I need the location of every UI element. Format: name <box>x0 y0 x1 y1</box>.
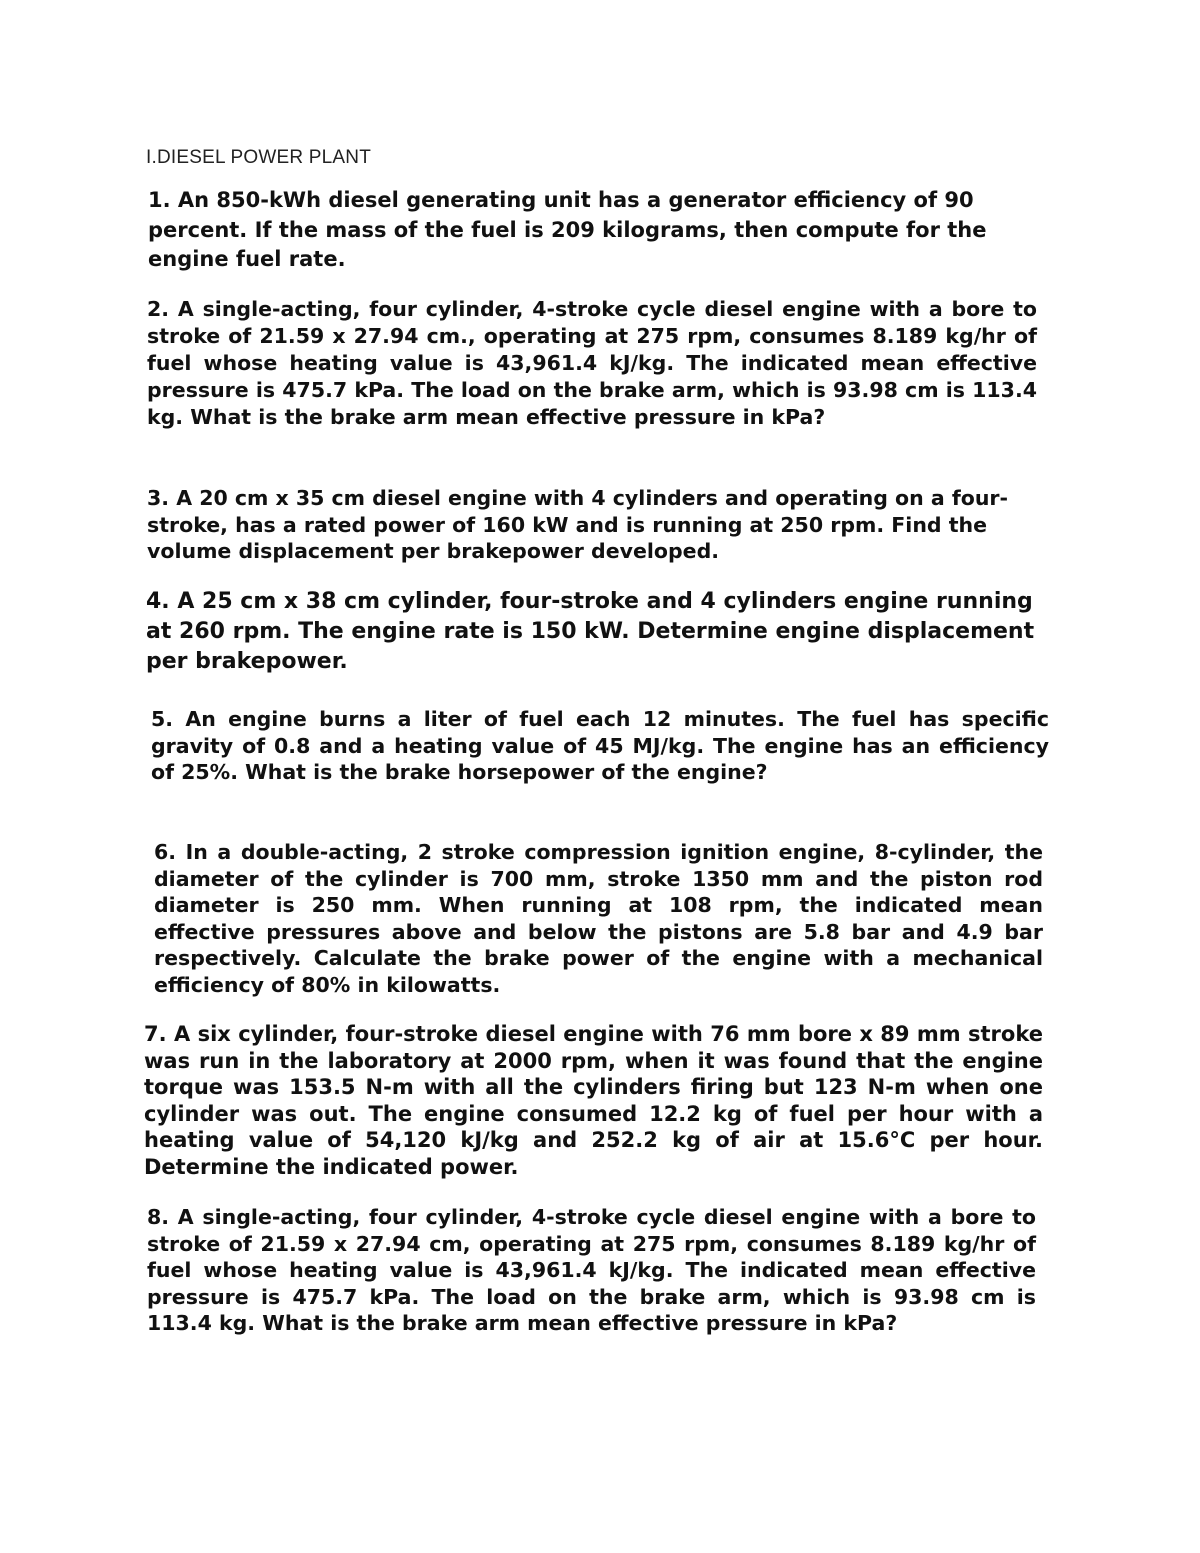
problem-4: 4. A 25 cm x 38 cm cylinder, four-stroke and 4 cylinders engine running at 260 rpm. The engine rate is 150 kW. Determine engine displacement per brakepower. <box>146 589 1035 674</box>
problem-3: 3. A 20 cm x 35 cm diesel engine with 4 cylinders and operating on a four-stroke, has a rated power of 160 kW and is running at 250 rpm. Find the volume displacement per brakepower developed. <box>147 486 1009 563</box>
problem-6: 6. In a double-acting, 2 stroke compression ignition engine, 8-cylinder, the diameter of the cylinder is 700 mm, stroke 1350 mm and the piston rod diameter is 250 mm. When running at 108 rpm, the indicated mean effective pressures above and below the pistons are 5.8 bar and 4.9 bar respectively. Calculate the brake power of the engine with a mechanical efficiency of 80% in kilowatts. <box>154 840 1043 997</box>
problem-8: 8. A single-acting, four cylinder, 4-stroke cycle diesel engine with a bore to stroke of 21.59 x 27.94 cm, operating at 275 rpm, consumes 8.189 kg/hr of fuel whose heating value is 43,961.4 kJ/kg. The indicated mean effective pressure is 475.7 kPa. The load on the brake arm, which is 93.98 cm is 113.4 kg. What is the brake arm mean effective pressure in kPa? <box>147 1205 1036 1335</box>
section-title: I.DIESEL POWER PLANT <box>146 147 372 168</box>
problem-2: 2. A single-acting, four cylinder, 4-stroke cycle diesel engine with a bore to stroke of 21.59 x 27.94 cm., operating at 275 rpm, consumes 8.189 kg/hr of fuel whose heating value is 43,961.4 kJ/kg. The indicated mean effective pressure is 475.7 kPa. The load on the brake arm, which is 93.98 cm is 113.4 kg. What is the brake arm mean effective pressure in kPa? <box>147 297 1037 429</box>
problem-1: 1. An 850-kWh diesel generating unit has a generator efficiency of 90 percent. If the mass of the fuel is 209 kilograms, then compute for the engine fuel rate. <box>148 188 987 271</box>
problem-5: 5. An engine burns a liter of fuel each 12 minutes. The fuel has specific gravity of 0.8 and a heating value of 45 MJ/kg. The engine has an efficiency of 25%. What is the brake horsepower of the engine? <box>151 707 1049 784</box>
problem-7: 7. A six cylinder, four-stroke diesel engine with 76 mm bore x 89 mm stroke was run in the laboratory at 2000 rpm, when it was found that the engine torque was 153.5 N-m with all the cylinders firing but 123 N-m when one cylinder was out. The engine consumed 12.2 kg of fuel per hour with a heating value of 54,120 kJ/kg and 252.2 kg of air at 15.6°C per hour. Determine the indicated power. <box>144 1022 1043 1179</box>
